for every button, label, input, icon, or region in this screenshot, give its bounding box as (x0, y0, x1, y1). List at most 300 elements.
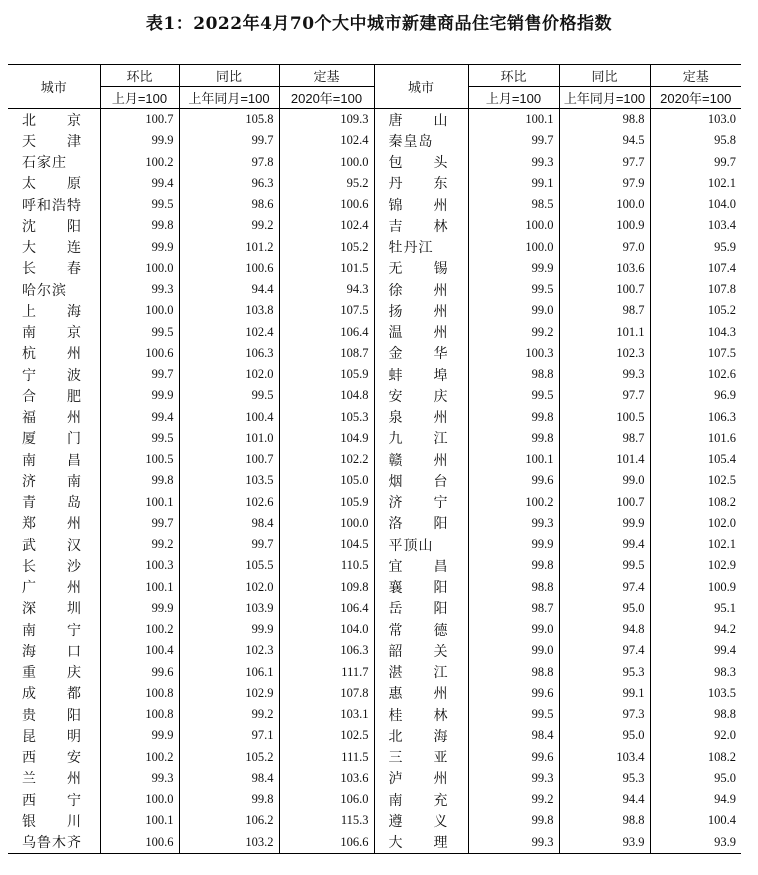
mom-value: 99.4 (100, 173, 179, 194)
fixed-value: 98.8 (650, 704, 741, 725)
mom-value: 98.5 (468, 194, 559, 215)
fixed-value: 107.8 (650, 279, 741, 300)
mom-value: 100.6 (100, 343, 179, 364)
fixed-value: 111.7 (279, 662, 374, 683)
mom-value: 99.7 (468, 130, 559, 151)
mom-value: 100.8 (100, 683, 179, 704)
yoy-value: 99.9 (179, 619, 279, 640)
fixed-value: 110.5 (279, 555, 374, 576)
yoy-value: 94.8 (559, 619, 650, 640)
yoy-value: 98.4 (179, 768, 279, 789)
yoy-value: 99.2 (179, 215, 279, 236)
fixed-value: 106.6 (279, 832, 374, 854)
fixed-value: 99.4 (650, 640, 741, 661)
city-name: 泉 州 (374, 407, 468, 428)
fixed-value: 107.8 (279, 683, 374, 704)
mom-value: 100.0 (100, 300, 179, 321)
city-name: 襄 阳 (374, 577, 468, 598)
mom-value: 98.8 (468, 577, 559, 598)
city-name: 北 海 (374, 725, 468, 746)
yoy-value: 97.7 (559, 152, 650, 173)
city-name: 成 都 (22, 686, 82, 703)
city-name: 南 宁 (22, 622, 82, 639)
fixed-value: 107.4 (650, 258, 741, 279)
yoy-value: 97.3 (559, 704, 650, 725)
mom-value: 100.7 (100, 109, 179, 131)
fixed-value: 105.0 (279, 470, 374, 491)
table-row (8, 215, 741, 236)
fixed-value: 102.0 (650, 513, 741, 534)
yoy-value: 94.4 (179, 279, 279, 300)
yoy-value: 100.7 (559, 492, 650, 513)
mom-value: 99.3 (468, 513, 559, 534)
mom-value: 99.3 (100, 768, 179, 789)
yoy-value: 95.0 (559, 725, 650, 746)
yoy-value: 99.5 (559, 555, 650, 576)
yoy-value: 103.6 (559, 258, 650, 279)
fixed-value: 93.9 (650, 832, 741, 854)
yoy-value: 101.1 (559, 322, 650, 343)
mom-value: 99.8 (468, 407, 559, 428)
mom-value: 99.1 (468, 173, 559, 194)
mom-value: 100.2 (100, 747, 179, 768)
mom-value: 99.0 (468, 300, 559, 321)
yoy-value: 103.9 (179, 598, 279, 619)
city-name: 上 海 (22, 303, 82, 320)
mom-value: 100.5 (100, 449, 179, 470)
header-mom-right: 环比 (468, 65, 559, 87)
mom-value: 99.6 (468, 683, 559, 704)
table-row (8, 789, 741, 810)
mom-value: 99.9 (468, 258, 559, 279)
mom-value: 100.2 (468, 492, 559, 513)
yoy-value: 100.7 (179, 449, 279, 470)
mom-value: 99.0 (468, 640, 559, 661)
city-name: 安 庆 (374, 385, 468, 406)
yoy-value: 99.7 (179, 534, 279, 555)
city-name: 南 京 (22, 325, 82, 342)
city-name: 石家庄 (22, 155, 67, 172)
mom-value: 99.2 (468, 322, 559, 343)
mom-value: 99.7 (100, 364, 179, 385)
city-name: 丹 东 (374, 173, 468, 194)
city-name: 西 宁 (22, 792, 82, 809)
fixed-value: 108.7 (279, 343, 374, 364)
mom-value: 100.2 (100, 619, 179, 640)
header-fixed-left: 定基 (279, 65, 374, 87)
yoy-value: 105.8 (179, 109, 279, 131)
fixed-value: 106.3 (279, 640, 374, 661)
city-name: 赣 州 (374, 449, 468, 470)
city-name: 遵 义 (374, 810, 468, 831)
city-name: 杭 州 (22, 346, 82, 363)
mom-value: 99.9 (100, 130, 179, 151)
mom-value: 100.3 (100, 555, 179, 576)
city-name: 惠 州 (374, 683, 468, 704)
city-name: 唐 山 (374, 109, 468, 131)
header-yoy-left: 同比 (179, 65, 279, 87)
yoy-value: 101.4 (559, 449, 650, 470)
fixed-value: 94.9 (650, 789, 741, 810)
fixed-value: 95.2 (279, 173, 374, 194)
fixed-value: 95.0 (650, 768, 741, 789)
city-name: 沈 阳 (22, 218, 82, 235)
yoy-value: 98.8 (559, 109, 650, 131)
city-name: 乌鲁木齐 (8, 832, 100, 854)
price-index-table (8, 64, 741, 854)
fixed-value: 109.8 (279, 577, 374, 598)
yoy-value: 97.4 (559, 577, 650, 598)
yoy-value: 102.0 (179, 577, 279, 598)
mom-value: 99.5 (468, 279, 559, 300)
city-name: 平顶山 (374, 534, 468, 555)
table-row (8, 279, 741, 300)
yoy-value: 99.0 (559, 470, 650, 491)
mom-value: 99.5 (100, 194, 179, 215)
city-name: 常 德 (374, 619, 468, 640)
city-name: 无 锡 (374, 258, 468, 279)
city-name: 济 南 (22, 473, 82, 490)
table-row (8, 534, 741, 555)
table-row (8, 364, 741, 385)
table-row (8, 152, 741, 173)
yoy-value: 103.4 (559, 747, 650, 768)
mom-value: 100.0 (100, 789, 179, 810)
yoy-value: 102.9 (179, 683, 279, 704)
table-title: 表1：2022年4月70个大中城市新建商品住宅销售价格指数 (145, 14, 613, 34)
fixed-value: 104.3 (650, 322, 741, 343)
table-row (8, 237, 741, 258)
fixed-value: 99.7 (650, 152, 741, 173)
header-yoy-base-left: 上年同月=100 (179, 87, 279, 109)
yoy-value: 99.1 (559, 683, 650, 704)
yoy-value: 94.5 (559, 130, 650, 151)
fixed-value: 105.9 (279, 492, 374, 513)
mom-value: 99.5 (100, 428, 179, 449)
yoy-value: 93.9 (559, 832, 650, 854)
yoy-value: 103.2 (179, 832, 279, 854)
city-name: 长 春 (22, 261, 82, 278)
city-name: 合 肥 (22, 388, 82, 405)
mom-value: 99.3 (468, 768, 559, 789)
mom-value: 99.5 (468, 704, 559, 725)
yoy-value: 106.3 (179, 343, 279, 364)
city-name: 韶 关 (374, 640, 468, 661)
table-row (8, 130, 741, 151)
yoy-value: 105.2 (179, 747, 279, 768)
fixed-value: 105.2 (279, 237, 374, 258)
header-mom-base-right: 上月=100 (468, 87, 559, 109)
city-name: 吉 林 (374, 215, 468, 236)
city-name: 武 汉 (22, 537, 82, 554)
mom-value: 99.6 (468, 470, 559, 491)
city-name: 北 京 (22, 112, 82, 129)
mom-value: 98.7 (468, 598, 559, 619)
yoy-value: 97.7 (559, 385, 650, 406)
fixed-value: 105.9 (279, 364, 374, 385)
mom-value: 99.9 (100, 385, 179, 406)
header-mom-left: 环比 (100, 65, 179, 87)
mom-value: 99.9 (100, 598, 179, 619)
table-row (8, 725, 741, 746)
table-row (8, 470, 741, 491)
fixed-value: 95.9 (650, 237, 741, 258)
table-row (8, 258, 741, 279)
yoy-value: 98.7 (559, 300, 650, 321)
fixed-value: 108.2 (650, 747, 741, 768)
city-name: 秦皇岛 (374, 130, 468, 151)
mom-value: 98.8 (468, 662, 559, 683)
city-name: 天 津 (22, 133, 82, 150)
city-name: 湛 江 (374, 662, 468, 683)
fixed-value: 98.3 (650, 662, 741, 683)
fixed-value: 102.6 (650, 364, 741, 385)
table-row (8, 598, 741, 619)
yoy-value: 97.8 (179, 152, 279, 173)
mom-value: 100.0 (468, 237, 559, 258)
mom-value: 99.3 (100, 279, 179, 300)
fixed-value: 96.9 (650, 385, 741, 406)
table-row (8, 810, 741, 831)
city-name: 锦 州 (374, 194, 468, 215)
fixed-value: 100.4 (650, 810, 741, 831)
table-row (8, 555, 741, 576)
yoy-value: 100.5 (559, 407, 650, 428)
yoy-value: 98.6 (179, 194, 279, 215)
yoy-value: 102.0 (179, 364, 279, 385)
fixed-value: 104.5 (279, 534, 374, 555)
city-name: 大 理 (374, 832, 468, 854)
table-row (8, 683, 741, 704)
yoy-value: 99.7 (179, 130, 279, 151)
fixed-value: 102.1 (650, 534, 741, 555)
city-name: 郑 州 (22, 516, 82, 533)
table-row (8, 343, 741, 364)
city-name: 长 沙 (22, 558, 82, 575)
mom-value: 100.4 (100, 640, 179, 661)
fixed-value: 102.5 (279, 725, 374, 746)
city-name: 泸 州 (374, 768, 468, 789)
fixed-value: 103.4 (650, 215, 741, 236)
mom-value: 100.0 (468, 215, 559, 236)
fixed-value: 105.3 (279, 407, 374, 428)
yoy-value: 97.9 (559, 173, 650, 194)
city-name: 太 原 (22, 176, 82, 193)
mom-value: 99.7 (100, 513, 179, 534)
yoy-value: 95.3 (559, 768, 650, 789)
table-row (8, 322, 741, 343)
header-city-left: 城市 (8, 65, 100, 109)
yoy-value: 101.2 (179, 237, 279, 258)
city-name: 西 安 (22, 750, 82, 767)
fixed-value: 102.5 (650, 470, 741, 491)
table-body (8, 109, 741, 854)
yoy-value: 100.6 (179, 258, 279, 279)
city-name: 广 州 (22, 580, 82, 597)
mom-value: 98.4 (468, 725, 559, 746)
city-name: 南 充 (374, 789, 468, 810)
fixed-value: 100.9 (650, 577, 741, 598)
yoy-value: 99.8 (179, 789, 279, 810)
table-row (8, 619, 741, 640)
table-row (8, 768, 741, 789)
header-fixed-right: 定基 (650, 65, 741, 87)
city-name: 桂 林 (374, 704, 468, 725)
header-yoy-right: 同比 (559, 65, 650, 87)
yoy-value: 102.4 (179, 322, 279, 343)
yoy-value: 103.5 (179, 470, 279, 491)
yoy-value: 99.9 (559, 513, 650, 534)
fixed-value: 102.1 (650, 173, 741, 194)
yoy-value: 100.4 (179, 407, 279, 428)
city-name: 宜 昌 (374, 555, 468, 576)
mom-value: 99.5 (468, 385, 559, 406)
mom-value: 98.8 (468, 364, 559, 385)
yoy-value: 102.3 (559, 343, 650, 364)
fixed-value: 101.6 (650, 428, 741, 449)
fixed-value: 105.4 (650, 449, 741, 470)
yoy-value: 100.0 (559, 194, 650, 215)
fixed-value: 104.9 (279, 428, 374, 449)
table-row (8, 385, 741, 406)
mom-value: 99.9 (100, 725, 179, 746)
table-row (8, 449, 741, 470)
fixed-value: 107.5 (279, 300, 374, 321)
fixed-value: 100.0 (279, 152, 374, 173)
city-name: 昆 明 (22, 728, 82, 745)
yoy-value: 102.3 (179, 640, 279, 661)
yoy-value: 106.2 (179, 810, 279, 831)
mom-value: 99.6 (468, 747, 559, 768)
city-name: 呼和浩特 (22, 197, 82, 214)
fixed-value: 92.0 (650, 725, 741, 746)
mom-value: 99.5 (100, 322, 179, 343)
mom-value: 99.9 (468, 534, 559, 555)
city-name: 济 宁 (374, 492, 468, 513)
yoy-value: 102.6 (179, 492, 279, 513)
mom-value: 100.1 (468, 449, 559, 470)
fixed-value: 102.4 (279, 215, 374, 236)
city-name: 银 川 (22, 813, 82, 830)
yoy-value: 99.4 (559, 534, 650, 555)
mom-value: 99.8 (100, 470, 179, 491)
yoy-value: 106.1 (179, 662, 279, 683)
yoy-value: 99.5 (179, 385, 279, 406)
yoy-value: 94.4 (559, 789, 650, 810)
mom-value: 99.3 (468, 832, 559, 854)
city-name: 大 连 (22, 240, 82, 257)
yoy-value: 95.0 (559, 598, 650, 619)
fixed-value: 104.8 (279, 385, 374, 406)
city-name: 厦 门 (22, 431, 82, 448)
city-name: 贵 阳 (22, 707, 82, 724)
table-row (8, 194, 741, 215)
fixed-value: 104.0 (650, 194, 741, 215)
mom-value: 100.6 (100, 832, 179, 854)
city-name: 温 州 (374, 322, 468, 343)
city-name: 兰 州 (22, 771, 82, 788)
yoy-value: 98.4 (179, 513, 279, 534)
mom-value: 100.1 (100, 810, 179, 831)
mom-value: 100.1 (468, 109, 559, 131)
mom-value: 100.8 (100, 704, 179, 725)
yoy-value: 98.7 (559, 428, 650, 449)
city-name: 岳 阳 (374, 598, 468, 619)
header-yoy-base-right: 上年同月=100 (559, 87, 650, 109)
fixed-value: 102.2 (279, 449, 374, 470)
fixed-value: 106.0 (279, 789, 374, 810)
yoy-value: 97.1 (179, 725, 279, 746)
mom-value: 99.8 (468, 810, 559, 831)
yoy-value: 99.2 (179, 704, 279, 725)
table-row (8, 407, 741, 428)
fixed-value: 94.3 (279, 279, 374, 300)
mom-value: 100.3 (468, 343, 559, 364)
fixed-value: 103.0 (650, 109, 741, 131)
fixed-value: 115.3 (279, 810, 374, 831)
table-row (8, 832, 741, 854)
yoy-value: 95.3 (559, 662, 650, 683)
fixed-value: 101.5 (279, 258, 374, 279)
mom-value: 99.2 (468, 789, 559, 810)
mom-value: 100.1 (100, 492, 179, 513)
city-name: 烟 台 (374, 470, 468, 491)
city-name: 徐 州 (374, 279, 468, 300)
city-name: 福 州 (22, 410, 82, 427)
yoy-value: 101.0 (179, 428, 279, 449)
table-row (8, 662, 741, 683)
yoy-value: 103.8 (179, 300, 279, 321)
city-name: 包 头 (374, 152, 468, 173)
fixed-value: 103.6 (279, 768, 374, 789)
city-name: 南 昌 (22, 452, 82, 469)
fixed-value: 106.3 (650, 407, 741, 428)
city-name: 重 庆 (22, 665, 82, 682)
fixed-value: 111.5 (279, 747, 374, 768)
mom-value: 100.2 (100, 152, 179, 173)
mom-value: 99.4 (100, 407, 179, 428)
mom-value: 99.8 (100, 215, 179, 236)
yoy-value: 96.3 (179, 173, 279, 194)
mom-value: 99.3 (468, 152, 559, 173)
city-name: 青 岛 (22, 495, 82, 512)
table-row (8, 704, 741, 725)
header-fixed-base-left: 2020年=100 (279, 87, 374, 109)
header-row-1 (8, 65, 741, 87)
city-name: 深 圳 (22, 601, 82, 618)
fixed-value: 100.0 (279, 513, 374, 534)
fixed-value: 109.3 (279, 109, 374, 131)
city-name: 海 口 (22, 643, 82, 660)
fixed-value: 105.2 (650, 300, 741, 321)
header-city-right: 城市 (374, 65, 468, 109)
city-name: 九 江 (374, 428, 468, 449)
table-row (8, 300, 741, 321)
mom-value: 100.1 (100, 577, 179, 598)
mom-value: 100.0 (100, 258, 179, 279)
table-row (8, 640, 741, 661)
city-name: 金 华 (374, 343, 468, 364)
yoy-value: 105.5 (179, 555, 279, 576)
city-name: 洛 阳 (374, 513, 468, 534)
city-name: 扬 州 (374, 300, 468, 321)
fixed-value: 102.4 (279, 130, 374, 151)
fixed-value: 106.4 (279, 598, 374, 619)
table-row (8, 513, 741, 534)
fixed-value: 102.9 (650, 555, 741, 576)
fixed-value: 100.6 (279, 194, 374, 215)
table-row (8, 173, 741, 194)
